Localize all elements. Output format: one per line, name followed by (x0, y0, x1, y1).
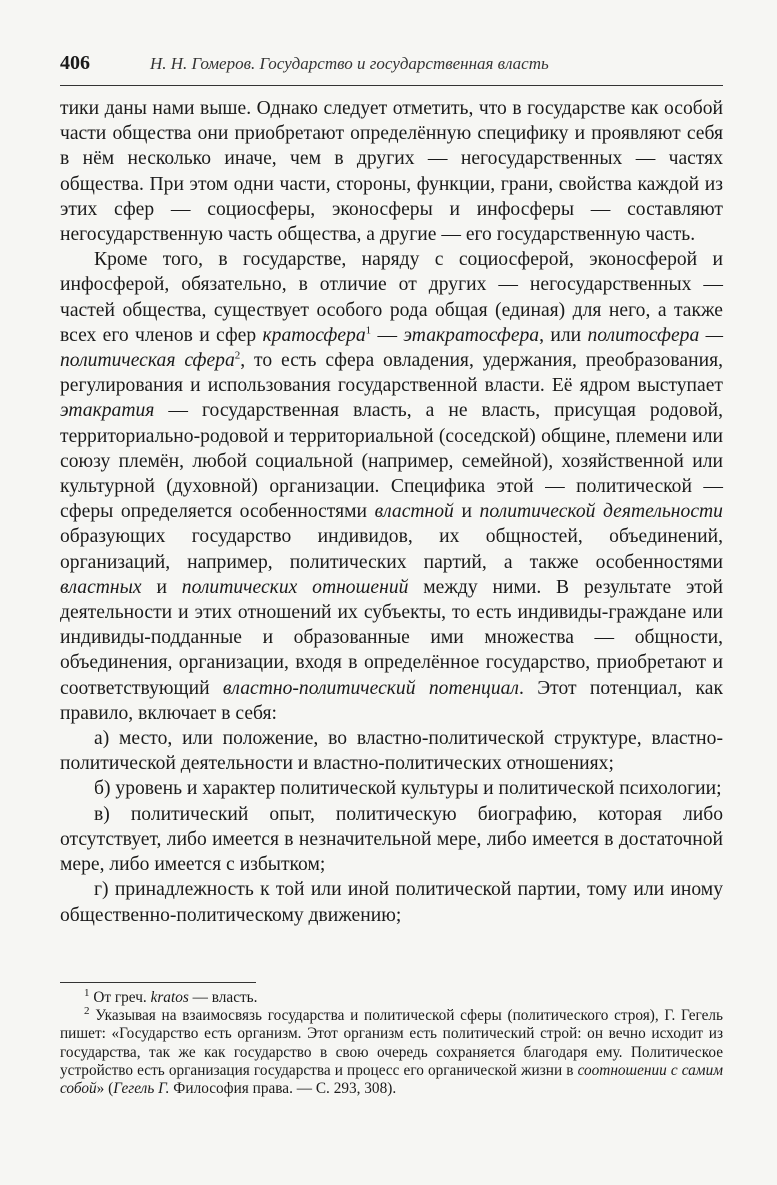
italic-term: властной (374, 501, 454, 523)
text-run: образующих государство индивидов, их общностей, объединений, организаций, например, политических партий, а также особенностями (60, 526, 723, 573)
list-item (60, 877, 723, 927)
footnote-divider (60, 982, 256, 983)
footnotes (60, 986, 723, 1099)
italic-term: соотношении с самим собой (60, 1061, 723, 1098)
text-run: — (371, 324, 404, 346)
list-item (60, 726, 723, 776)
italic-term: этакратия (60, 400, 155, 422)
text-run: , то есть сфера овладения, удержания, преобразования, регулирования и использования государственной власти. Её ядром выступает (60, 350, 724, 397)
text-run: между ними. В результате этой деятельности и этих отношений их субъекты, то есть индивиды-граждане или индивиды-подданные и образованные ими множества — общности, объединения, организации, входя в определённое государство, приобретают и соответствующий (60, 576, 723, 699)
text-run: и (141, 576, 182, 598)
italic-term: кратосфера (262, 324, 366, 346)
list-item (60, 802, 723, 878)
running-title: Н. Н. Гомеров. Государство и государственная власть (150, 54, 549, 73)
footnote-ref: 1 (84, 986, 90, 999)
text-run: Философия права. — С. 293, 308). (169, 1080, 397, 1098)
paragraph (60, 247, 723, 726)
italic-term: Гегель Г. (113, 1080, 170, 1098)
text-run: , или (539, 324, 588, 346)
main-text (60, 96, 723, 928)
footnote-ref: 2 (84, 1004, 90, 1017)
text-run: . Этот потенциал, как правило, включает в себя: (60, 677, 723, 724)
text-run: Указывая на взаимосвязь государства и политической сферы (политического строя), Г. Гегель пишет: «Государство есть организм. Этот организм есть политический строй: он вечно исходит из государства, так же как государство в свою очередь сохраняется благодаря ему. Политическое устройство есть организация государства и процесс его органической жизни в (60, 1007, 723, 1079)
text-run: — власть. (188, 988, 258, 1006)
italic-term: политической деятельности (479, 501, 723, 523)
italic-term: властных (60, 576, 142, 598)
text-run: и (453, 501, 480, 523)
italic-term: политических отношений (181, 576, 409, 598)
text-run: а) место, или положение, во властно-политической структуре, властно-политической деятельности и властно-политических отношениях; (60, 728, 723, 775)
text-run: тики даны нами выше. Однако следует отметить, что в государстве как особой части общества они приобретают определённую специфику и проявляют себя в нём несколько иначе, чем в других — негосударственных — частях общества. При этом одни части, стороны, функции, грани, свойства каждой из этих сфер — социосферы, эконосферы и инфосферы — составляют негосударственную часть общества, а другие — его государственную часть. (60, 98, 723, 246)
footnote (60, 1004, 723, 1098)
paragraph (60, 96, 723, 247)
footnote-ref: 1 (365, 324, 372, 337)
text-run: Кроме того, в государстве, наряду с социосферой, эконосферой и инфосферой, обязательно, в отличие от других — негосударственных — частей общества, существует особого рода общая (единая) для него, а также всех его членов и сфер (60, 249, 723, 346)
text-run: — государственная власть, а не власть, присущая родовой, территориально-родовой и территориальной (соседской) общине, племени или союзу племён, любой социальной (например, семейной), хозяйственной или культурной (духовной) организации. Специфика этой — политической — сферы определяется особенностями (60, 400, 723, 523)
text-run: От греч. (89, 988, 151, 1006)
footnote-ref: 2 (234, 349, 241, 362)
italic-term: властно-политический потенциал (222, 677, 519, 699)
text-run: в) политический опыт, политическую биографию, которая либо отсутствует, либо имеется в незначительной мере, либо имеется в достаточной мере, либо имеется с избытком; (60, 803, 723, 876)
page-header (60, 52, 723, 86)
text-run: » ( (96, 1080, 114, 1098)
text-run: б) уровень и характер политической культуры и политической психологии; (94, 778, 722, 800)
footnote (60, 986, 723, 1007)
list-item (60, 776, 723, 801)
italic-term: политосфера — политическая сфера (60, 324, 723, 372)
italic-term: этакратосфера (403, 324, 540, 346)
page-number: 406 (60, 52, 90, 74)
text-run: г) принадлежность к той или иной политической партии, тому или иному общественно-политическому движению; (60, 879, 723, 926)
italic-term: kratos (150, 988, 189, 1006)
